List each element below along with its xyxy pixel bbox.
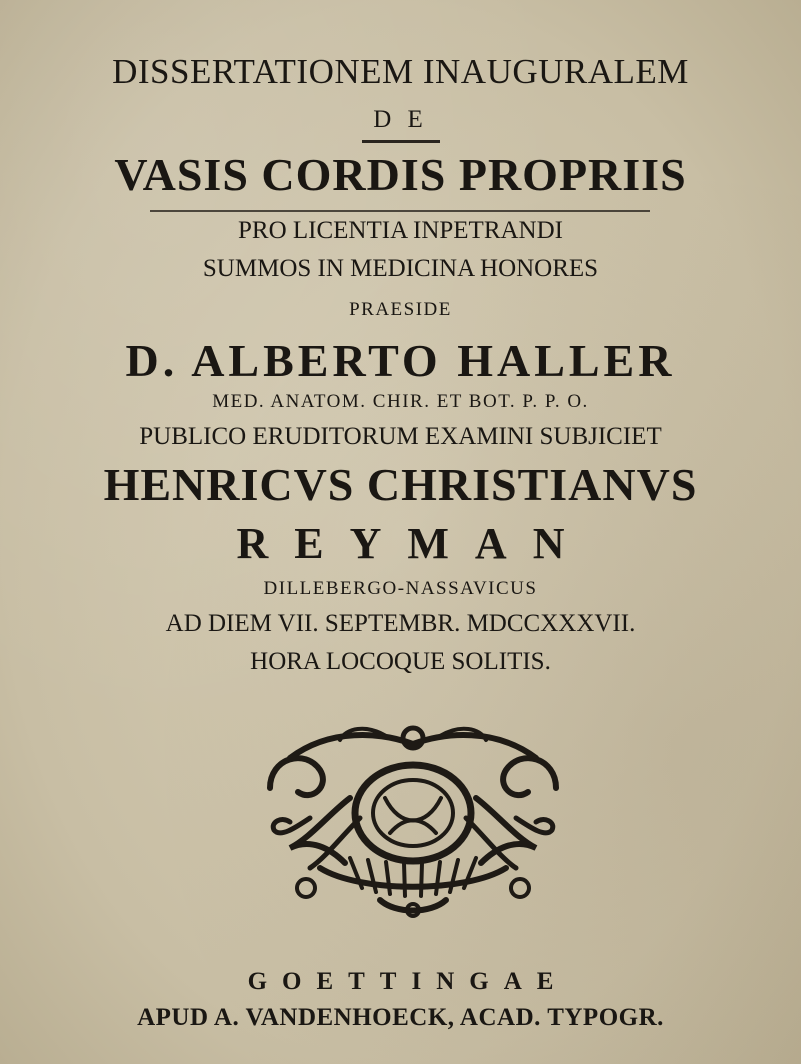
praeses-name: D. ALBERTO HALLER: [125, 335, 676, 386]
dissertation-heading: DISSERTATIONEM INAUGURALEM: [112, 52, 689, 91]
dissertation-title: VASIS CORDIS PROPRIIS: [114, 149, 687, 200]
praeside-label: PRAESIDE: [349, 299, 452, 320]
purpose-line-1: PRO LICENTIA INPETRANDI: [238, 217, 563, 244]
imprint-city: GOETTINGAE: [247, 968, 569, 995]
defense-date: AD DIEM VII. SEPTEMBR. MDCCXXXVII.: [165, 610, 636, 637]
defense-time-place: HORA LOCOQUE SOLITIS.: [250, 648, 551, 675]
author-surname: REYMAN: [236, 519, 591, 568]
imprint-printer: APUD A. VANDENHOECK, ACAD. TYPOGR.: [137, 1004, 664, 1031]
preposition-de: D E: [373, 106, 428, 133]
praeses-titles: MED. ANATOM. CHIR. ET BOT. P. P. O.: [212, 391, 589, 412]
author-given-names: HENRICVS CHRISTIANVS: [103, 459, 698, 510]
author-origin: DILLEBERGO-NASSAVICUS: [263, 578, 538, 599]
short-divider: [362, 140, 440, 143]
submission-line: PUBLICO ERUDITORUM EXAMINI SUBJICIET: [139, 423, 662, 450]
purpose-line-2: SUMMOS IN MEDICINA HONORES: [202, 255, 599, 282]
printer-ornament-icon: [250, 718, 576, 918]
long-divider: [150, 210, 650, 212]
